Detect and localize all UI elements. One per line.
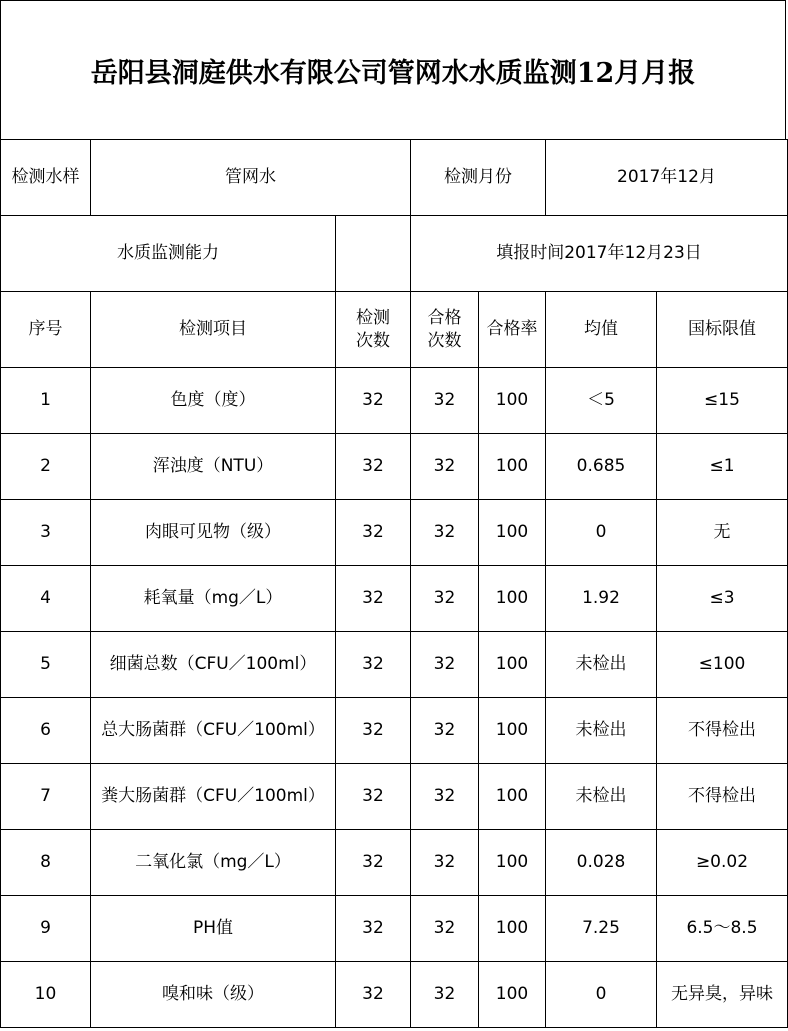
- cell-seq: 9: [1, 896, 91, 962]
- capability-blank: [336, 216, 411, 292]
- cell-count: 32: [336, 566, 411, 632]
- table-row: [1, 764, 788, 830]
- cell-pass: 32: [411, 764, 479, 830]
- cell-item: 粪大肠菌群（CFU／100ml）: [91, 764, 336, 830]
- cell-pass: 32: [411, 500, 479, 566]
- cell-limit: ≤100: [657, 632, 788, 698]
- cell-rate: 100: [479, 830, 546, 896]
- cell-rate: 100: [479, 368, 546, 434]
- table-row: [1, 368, 788, 434]
- cell-pass: 32: [411, 632, 479, 698]
- cell-avg: ＜5: [546, 368, 657, 434]
- table-row: [1, 698, 788, 764]
- cell-pass: 32: [411, 830, 479, 896]
- table-row: [1, 434, 788, 500]
- cell-seq: 4: [1, 566, 91, 632]
- report-title: 岳阳县洞庭供水有限公司管网水水质监测12月月报: [0, 0, 786, 139]
- cell-limit: 不得检出: [657, 764, 788, 830]
- header-pass: [411, 292, 479, 368]
- month-label: 检测月份: [411, 140, 546, 216]
- header-pass-line2: 次数: [427, 330, 462, 351]
- cell-count: 32: [336, 764, 411, 830]
- cell-avg: 未检出: [546, 632, 657, 698]
- cell-item: 色度（度）: [91, 368, 336, 434]
- cell-count: 32: [336, 368, 411, 434]
- cell-pass: 32: [411, 896, 479, 962]
- cell-limit: 无: [657, 500, 788, 566]
- cell-item: 二氧化氯（mg／L）: [91, 830, 336, 896]
- table-row: [1, 896, 788, 962]
- header-count: [336, 292, 411, 368]
- cell-item: 浑浊度（NTU）: [91, 434, 336, 500]
- header-count-line1: 检测: [356, 307, 390, 328]
- header-limit: 国标限值: [657, 292, 788, 368]
- cell-seq: 1: [1, 368, 91, 434]
- header-count-line2: 次数: [356, 330, 390, 351]
- cell-avg: 7.25: [546, 896, 657, 962]
- cell-item: 细菌总数（CFU／100ml）: [91, 632, 336, 698]
- cell-pass: 32: [411, 962, 479, 1028]
- cell-seq: 6: [1, 698, 91, 764]
- cell-count: 32: [336, 698, 411, 764]
- cell-pass: 32: [411, 566, 479, 632]
- table-row: [1, 566, 788, 632]
- cell-limit: 6.5～8.5: [657, 896, 788, 962]
- cell-item: 总大肠菌群（CFU／100ml）: [91, 698, 336, 764]
- cell-count: 32: [336, 434, 411, 500]
- cell-item: 耗氧量（mg／L）: [91, 566, 336, 632]
- header-seq: 序号: [1, 292, 91, 368]
- cell-avg: 0.028: [546, 830, 657, 896]
- month-value: 2017年12月: [546, 140, 788, 216]
- cell-rate: 100: [479, 566, 546, 632]
- cell-seq: 8: [1, 830, 91, 896]
- capability-label: 水质监测能力: [1, 216, 336, 292]
- table-row: [1, 830, 788, 896]
- cell-pass: 32: [411, 698, 479, 764]
- cell-count: 32: [336, 896, 411, 962]
- cell-avg: 未检出: [546, 764, 657, 830]
- cell-rate: 100: [479, 632, 546, 698]
- cell-pass: 32: [411, 434, 479, 500]
- header-item: 检测项目: [91, 292, 336, 368]
- cell-count: 32: [336, 632, 411, 698]
- header-row: [1, 292, 788, 368]
- sample-value: 管网水: [91, 140, 411, 216]
- table-row: [1, 500, 788, 566]
- cell-count: 32: [336, 962, 411, 1028]
- cell-rate: 100: [479, 962, 546, 1028]
- info-row-capability: [1, 216, 788, 292]
- cell-item: 嗅和味（级）: [91, 962, 336, 1028]
- cell-avg: 0: [546, 962, 657, 1028]
- cell-pass: 32: [411, 368, 479, 434]
- cell-seq: 3: [1, 500, 91, 566]
- cell-limit: ≤15: [657, 368, 788, 434]
- cell-avg: 1.92: [546, 566, 657, 632]
- cell-seq: 10: [1, 962, 91, 1028]
- cell-seq: 2: [1, 434, 91, 500]
- cell-limit: ≤3: [657, 566, 788, 632]
- table-row: [1, 632, 788, 698]
- cell-count: 32: [336, 500, 411, 566]
- cell-avg: 0.685: [546, 434, 657, 500]
- header-pass-line1: 合格: [427, 307, 462, 328]
- cell-count: 32: [336, 830, 411, 896]
- cell-limit: 不得检出: [657, 698, 788, 764]
- info-row-sample: [1, 140, 788, 216]
- cell-rate: 100: [479, 698, 546, 764]
- cell-seq: 5: [1, 632, 91, 698]
- cell-avg: 未检出: [546, 698, 657, 764]
- cell-item: 肉眼可见物（级）: [91, 500, 336, 566]
- cell-rate: 100: [479, 896, 546, 962]
- fill-time: 填报时间2017年12月23日: [411, 216, 788, 292]
- cell-seq: 7: [1, 764, 91, 830]
- cell-item: PH值: [91, 896, 336, 962]
- water-quality-table: [0, 139, 788, 1028]
- cell-limit: ≥0.02: [657, 830, 788, 896]
- header-avg: 均值: [546, 292, 657, 368]
- cell-rate: 100: [479, 500, 546, 566]
- cell-avg: 0: [546, 500, 657, 566]
- header-rate: 合格率: [479, 292, 546, 368]
- cell-limit: 无异臭，异味: [657, 962, 788, 1028]
- sample-label: 检测水样: [1, 140, 91, 216]
- cell-limit: ≤1: [657, 434, 788, 500]
- cell-rate: 100: [479, 434, 546, 500]
- cell-rate: 100: [479, 764, 546, 830]
- table-row: [1, 962, 788, 1028]
